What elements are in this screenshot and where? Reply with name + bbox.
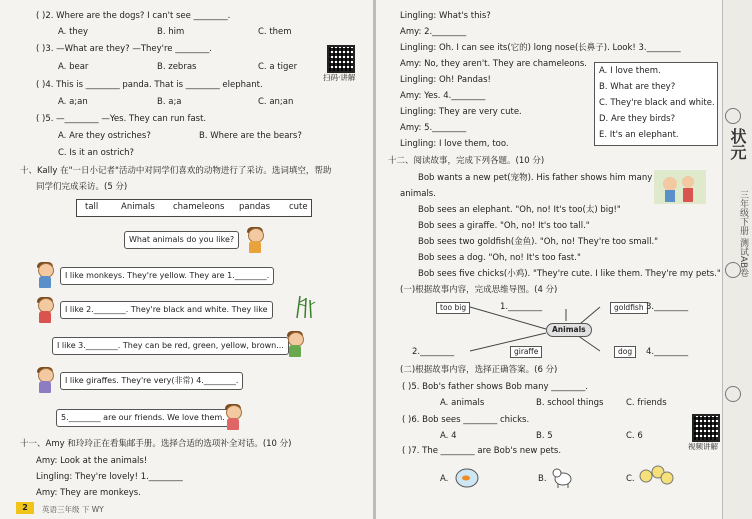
dialog-r-4: Amy: No, they aren't. They are chameleons. — [400, 59, 587, 69]
option-c: C. They're black and white. — [599, 98, 715, 108]
word-animals: Animals — [121, 202, 155, 212]
q2-stem: ( )2. Where are the dogs? I can't see ________. — [36, 11, 231, 21]
q5-stem: ( )5. —________ —Yes. They can run fast. — [36, 114, 207, 124]
mindmap-blank-4: 4.________ — [646, 347, 689, 357]
q6r-option-c: C. 6 — [626, 431, 643, 441]
q3-option-a: A. bear — [58, 62, 89, 72]
dialog-r-7: Lingling: They are very cute. — [400, 107, 522, 117]
mindmap-too-big: too big — [436, 302, 470, 314]
word-cute: cute — [289, 202, 308, 212]
qr-code-2-icon — [692, 414, 720, 442]
dog-icon — [550, 464, 574, 488]
option-a: A. I love them. — [599, 66, 661, 76]
option-d: D. Are they birds? — [599, 114, 676, 124]
q4-option-c: C. an;an — [258, 97, 294, 107]
section-10-title: 十、Kally 在"一日小记者"活动中对同学们喜欢的动物进行了采访。选词填空，帮助 — [20, 166, 332, 176]
q4-stem: ( )4. This is ________ panda. That is ________ elephant. — [36, 80, 263, 90]
q7r-option-b: B. — [538, 474, 547, 484]
student-boy-icon — [36, 263, 54, 289]
qr-code-icon — [327, 45, 355, 73]
story-line-3: Bob sees an elephant. "Oh, no! It's too(太) big!" — [418, 205, 621, 215]
student-girl-icon — [36, 298, 54, 324]
mindmap-blank-1: 1.________ — [500, 302, 543, 312]
interview-question: What animals do you like? — [124, 231, 239, 249]
dialog-line-3: Amy: They are monkeys. — [36, 488, 141, 498]
answer-options-box — [594, 62, 718, 146]
q3-option-b: B. zebras — [157, 62, 197, 72]
q7r-option-a: A. — [440, 474, 449, 484]
part-1-title: (一)根据故事内容，完成思维导图。(4 分) — [400, 285, 558, 295]
story-line-6: Bob sees a dog. "Oh, no! It's too fast." — [418, 253, 581, 263]
q4-option-a: A. a;an — [58, 97, 88, 107]
binding-hole-3-icon — [725, 386, 741, 402]
story-line-5: Bob sees two goldfish(金鱼). "Oh, no! They're too small." — [418, 237, 659, 247]
q5r-option-a: A. animals — [440, 398, 485, 408]
section-11-title: 十一、Amy 和玲玲正在看集邮手册。选择合适的选项补全对话。(10 分) — [20, 439, 292, 449]
dialog-line-1: Amy: Look at the animals! — [36, 456, 148, 466]
word-box — [76, 199, 312, 217]
footer-text: 英语三年级 下 WY — [42, 505, 104, 514]
brand-logo: 状元 — [728, 128, 747, 160]
student-boy-2-icon — [286, 332, 304, 358]
qr-caption: 扫码·讲解 — [323, 73, 356, 82]
word-chameleons: chameleons — [173, 202, 225, 212]
q5r-option-c: C. friends — [626, 398, 667, 408]
option-b: B. What are they? — [599, 82, 676, 92]
section-10-title-cont: 同学们完成采访。(5 分) — [36, 182, 128, 192]
left-page — [0, 0, 373, 519]
q7r-stem: ( )7. The ________ are Bob's new pets. — [402, 446, 562, 456]
q5r-option-b: B. school things — [536, 398, 604, 408]
story-line-4: Bob sees a giraffe. "Oh, no! It's too tall." — [418, 221, 590, 231]
section-12-title: 十二、阅读故事，完成下列各题。(10 分) — [388, 156, 545, 166]
option-e: E. It's an elephant. — [599, 130, 679, 140]
q2-option-a: A. they — [58, 27, 89, 37]
goldfish-bowl-icon — [454, 464, 480, 488]
answer-2: I like 2.________. They're black and white. They like — [60, 301, 273, 319]
chicks-icon — [638, 462, 674, 486]
dialog-r-5: Lingling: Oh! Pandas! — [400, 75, 491, 85]
answer-5: 5.________ are our friends. We love them. — [56, 409, 230, 427]
q6r-option-a: A. 4 — [440, 431, 457, 441]
page-number: 2 — [16, 502, 34, 514]
story-line-2: animals. — [400, 189, 436, 199]
student-girl-2-icon — [36, 368, 54, 394]
mindmap-blank-3: 3.________ — [646, 302, 689, 312]
dialog-r-1: Lingling: What's this? — [400, 11, 491, 21]
qr-caption-2: 视频讲解 — [688, 442, 718, 451]
q4-option-b: B. a;a — [157, 97, 182, 107]
q3-option-c: C. a tiger — [258, 62, 298, 72]
q2-option-b: B. him — [157, 27, 185, 37]
dialog-r-6: Amy: Yes. 4.________ — [400, 91, 486, 101]
mindmap-blank-2: 2.________ — [412, 347, 455, 357]
mindmap-giraffe: giraffe — [510, 346, 542, 358]
answer-4: I like giraffes. They're very(非常) 4.________. — [60, 372, 243, 390]
q5-option-a: A. Are they ostriches? — [58, 131, 151, 141]
mindmap-goldfish: goldfish — [610, 302, 648, 314]
q7r-option-c: C. — [626, 474, 635, 484]
q5-option-c: C. Is it an ostrich? — [58, 148, 135, 158]
reporter-girl-icon — [246, 228, 264, 254]
dialog-line-2: Lingling: They're lovely! 1.________ — [36, 472, 183, 482]
dialog-r-9: Lingling: I love them, too. — [400, 139, 509, 149]
mindmap-dog: dog — [614, 346, 636, 358]
dialog-r-8: Amy: 5.________ — [400, 123, 467, 133]
mindmap-center: Animals — [546, 323, 592, 337]
dialog-r-3: Lingling: Oh. I can see its(它的) long nose(长鼻子). Look! 3.________ — [400, 43, 681, 53]
story-illustration-icon — [654, 170, 706, 204]
q3-stem: ( )3. —What are they? —They're ________. — [36, 44, 212, 54]
bamboo-icon — [292, 296, 316, 318]
student-girl-3-icon — [224, 405, 242, 431]
q2-option-c: C. them — [258, 27, 292, 37]
dialog-r-2: Amy: 2.________ — [400, 27, 467, 37]
answer-3: I like 3.________. They can be red, green, yellow, brown... — [52, 337, 289, 355]
story-line-1: Bob wants a new pet(宠物). His father shows him many — [418, 173, 653, 183]
answer-1: I like monkeys. They're yellow. They are 1.________. — [60, 267, 274, 285]
q5-option-b: B. Where are the bears? — [199, 131, 302, 141]
q6r-option-b: B. 5 — [536, 431, 553, 441]
binding-hole-1-icon — [725, 108, 741, 124]
part-2-title: (二)根据故事内容，选择正确答案。(6 分) — [400, 365, 558, 375]
word-pandas: pandas — [239, 202, 271, 212]
word-tall: tall — [85, 202, 99, 212]
story-line-7: Bob sees five chicks(小鸡). "They're cute. I like them. They're my pets." — [418, 269, 721, 279]
q6r-stem: ( )6. Bob sees ________ chicks. — [402, 415, 530, 425]
q5r-stem: ( )5. Bob's father shows Bob many ________. — [402, 382, 588, 392]
sidebar-title: 三年级下册 测试AB卷 — [738, 190, 748, 278]
